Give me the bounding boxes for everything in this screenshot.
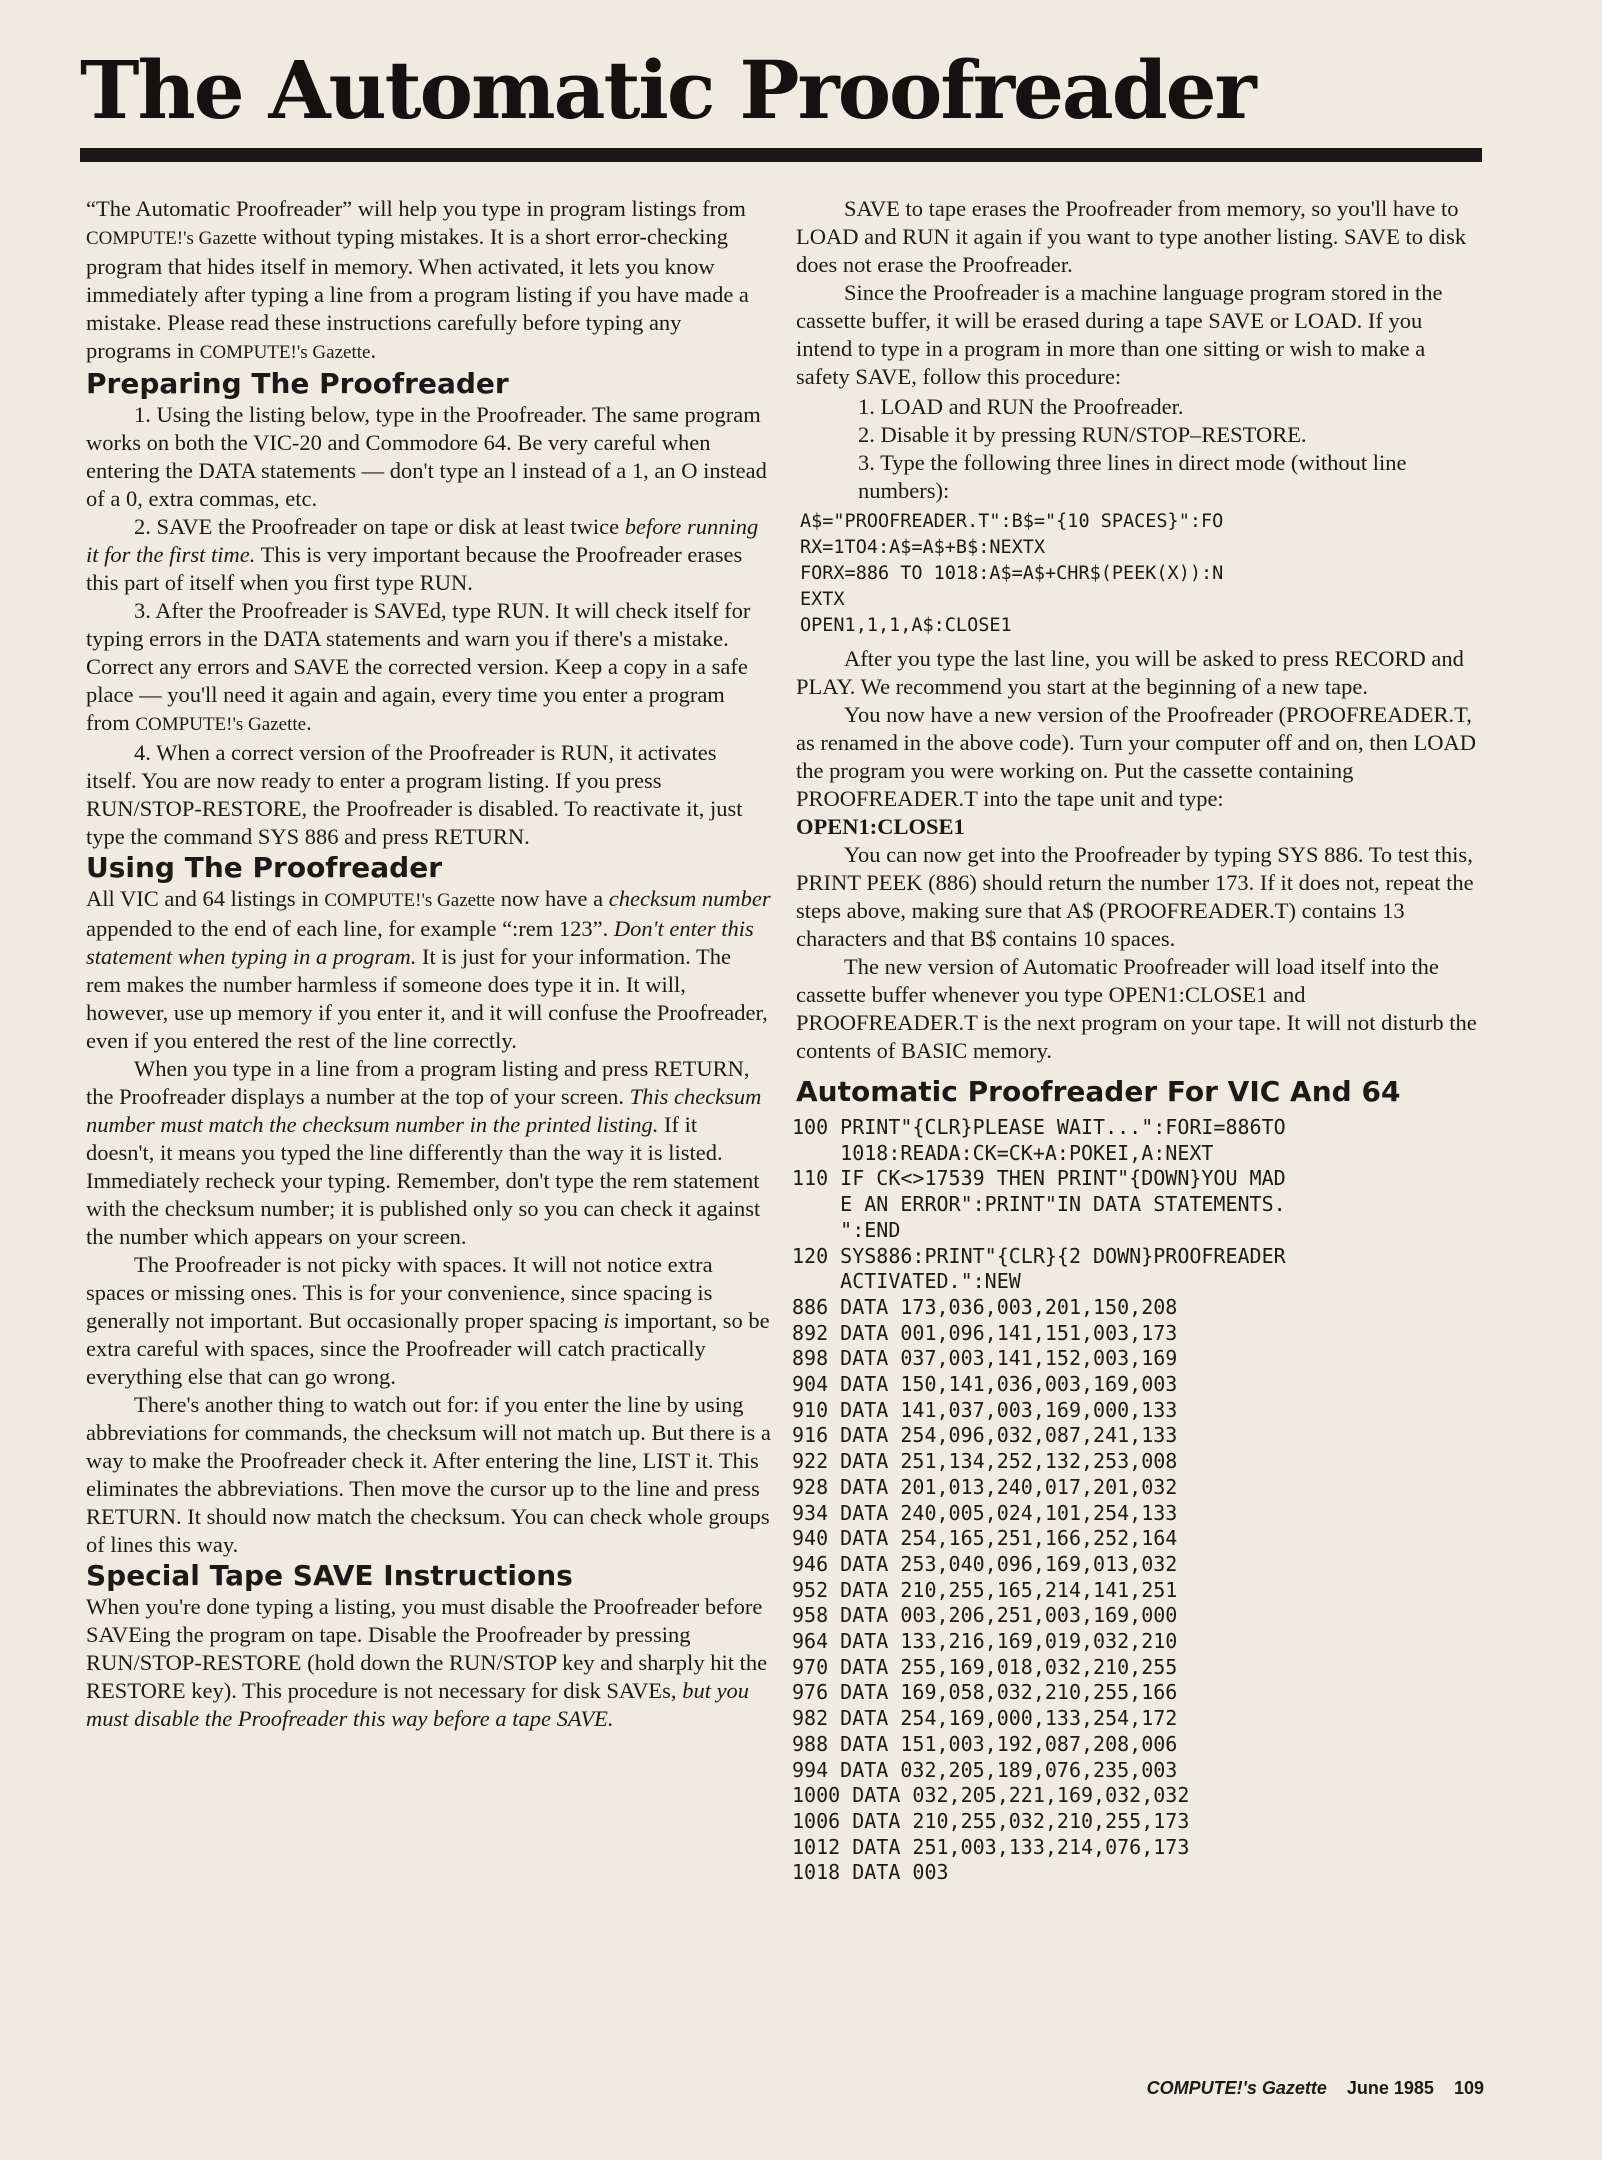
special-paragraph-1: When you're done typing a listing, you must disable the Proofreader before SAVEing the program on tape. Disable the Proofreader by pressing RUN/STOP-RESTORE (hold down the RUN/STOP key and sharply hit the RESTORE key). This procedure is not necessary for disk SAVEs, but you must disable the Proofreader this way before a tape SAVE. [86, 1594, 768, 1731]
using-paragraph-3: The Proofreader is not picky with spaces. It will not notice extra spaces or missing ones. This is for your convenience, since spacing is generally not important. But occasionally proper spacing is important, so be extra careful with spaces, since the Proofreader will catch practically everything else that can go wrong. [86, 1252, 770, 1389]
using-paragraph-4: There's another thing to watch out for: if you enter the line by using abbreviations for commands, the checksum will not match up. But there is a way to make the Proofreader check it. After entering the line, LIST it. This eliminates the abbreviations. Then move the cursor up to the line and press RETURN. It should now match the checksum. You can check whole groups of lines this way. [86, 1392, 771, 1557]
left-column [86, 195, 771, 1733]
special-paragraph-6: You can now get into the Proofreader by typing SYS 886. To test this, PRINT PEEK (886) should return the number 173. If it does not, repeat the steps above, making sure that A$ (PROOFREADER.T) contains 13 characters and that B$ contains 10 spaces. [796, 842, 1474, 951]
program-listing: 100 PRINT"{CLR}PLEASE WAIT...":FORI=886TO 1018:READA:CK=CK+A:POKEI,A:NEXT 110 IF CK<>17539 THEN PRINT"{DOWN}YOU MAD E AN ERROR":PRINT"IN DATA STATEMENTS. ":END 120 SYS886:PRINT"{CLR}{2 DOWN}PROOFREADER ACTIVATED.":NEW 886 DATA 173,036,003,201,150,208 892 DATA 001,096,141,151,003,173 898 DATA 037,003,141,152,003,169 904 DATA 150,141,036,003,169,003 910 DATA 141,037,003,169,000,133 916 DATA 254,096,032,087,241,133 922 DATA 251,134,252,132,253,008 928 DATA 201,013,240,017,201,032 934 DATA 240,005,024,101,254,133 940 DATA 254,165,251,166,252,164 946 DATA 253,040,096,169,013,032 952 DATA 210,255,165,214,141,251 958 DATA 003,206,251,003,169,000 964 DATA 133,216,169,019,032,210 970 DATA 255,169,018,032,210,255 976 DATA 169,058,032,210,255,166 982 DATA 254,169,000,133,254,172 988 DATA 151,003,192,087,208,006 994 DATA 032,205,189,076,235,003 1000 DATA 032,205,221,169,032,032 1006 DATA 210,255,032,210,255,173 1012 DATA 251,003,133,214,076,173 1018 DATA 003 [792, 1115, 1286, 1885]
using-heading: Using The Proofreader [86, 851, 443, 884]
preparing-step-4: 4. When a correct version of the Proofreader is RUN, it activates itself. You are now ready to enter a program listing. If you press RUN/STOP-RESTORE, the Proofreader is disabled. To reactivate it, just type the command SYS 886 and press RETURN. [86, 740, 743, 849]
intro-paragraph: “The Automatic Proofreader” will help you type in program listings from COMPUTE!'s Gazette without typing mistakes. It is a short error-checking program that hides itself in memory. When activated, it lets you know immediately after typing a line from a program listing if you have made a mistake. Please read these instructions carefully before typing any programs in COMPUTE!'s Gazette. [86, 196, 749, 363]
footer-magazine: COMPUTE!'s Gazette [1146, 2078, 1327, 2098]
right-column [792, 195, 1482, 1886]
special-paragraph-3: Since the Proofreader is a machine language program stored in the cassette buffer, it will be erased during a tape SAVE or LOAD. If you intend to type in a program in more than one sitting or wish to make a safety SAVE, follow this procedure: [796, 280, 1443, 389]
special-paragraph-7: The new version of Automatic Proofreader will load itself into the cassette buffer whenever you type OPEN1:CLOSE1 and PROOFREADER.T is the next program on your tape. It will not disturb the contents of BASIC memory. [796, 954, 1477, 1063]
title-rule [80, 148, 1482, 162]
using-paragraph-1: All VIC and 64 listings in COMPUTE!'s Gazette now have a checksum number appended to the end of each line, for example “:rem 123”. Don't enter this statement when typing in a program. It is just for your information. The rem makes the number harmless if someone does type it in. It will, however, use up memory if you enter it, and it will confuse the Proofreader, even if you entered the rest of the line correctly. [86, 886, 771, 1053]
preparing-step-1: 1. Using the listing below, type in the Proofreader. The same program works on both the VIC-20 and Commodore 64. Be very careful when entering the DATA statements — don't type an l instead of a 1, an O instead of a 0, extra commas, etc. [86, 402, 767, 511]
page-footer [1147, 2078, 1484, 2099]
footer-date: June 1985 [1346, 2078, 1434, 2098]
procedure-steps [858, 393, 1482, 505]
open-close-command: OPEN1:CLOSE1 [796, 814, 965, 839]
preparing-heading: Preparing The Proofreader [86, 367, 509, 400]
direct-mode-code: A$="PROOFREADER.T":B$="{10 SPACES}":FO RX=1TO4:A$=A$+B$:NEXTX FORX=886 TO 1018:A$=A$+CHR$(PEEK(X)):N EXTX OPEN1,1,1,A$:CLOSE1 [800, 511, 1224, 636]
procedure-step: 1. LOAD and RUN the Proofreader. [858, 394, 1184, 419]
special-paragraph-4: After you type the last line, you will be asked to press RECORD and PLAY. We recommend you start at the beginning of a new tape. [796, 646, 1464, 699]
page-number: 109 [1453, 2078, 1484, 2098]
procedure-step: 2. Disable it by pressing RUN/STOP–RESTORE. [858, 422, 1307, 447]
special-heading: Special Tape SAVE Instructions [86, 1559, 573, 1592]
preparing-step-2: 2. SAVE the Proofreader on tape or disk at least twice before running it for the first time. This is very important because the Proofreader erases this part of itself when you first type RUN. [86, 514, 759, 595]
page-title: The Automatic Proofreader [80, 43, 1255, 137]
using-paragraph-2: When you type in a line from a program listing and press RETURN, the Proofreader displays a number at the top of your screen. This checksum number must match the checksum number in the printed listing. If it doesn't, it means you typed the line differently than the way it is listed. Immediately recheck your typing. Remember, don't type the rem statement with the checksum number; it is published only so you can check it against the number which appears on your screen. [86, 1056, 762, 1249]
special-paragraph-2: SAVE to tape erases the Proofreader from memory, so you'll have to LOAD and RUN it again if you want to type another listing. SAVE to disk does not erase the Proofreader. [796, 196, 1467, 277]
procedure-step: 3. Type the following three lines in direct mode (without line numbers): [858, 450, 1407, 503]
preparing-step-3: 3. After the Proofreader is SAVEd, type RUN. It will check itself for typing errors in the DATA statements and warn you if there's a mistake. Correct any errors and SAVE the corrected version. Keep a copy in a safe place — you'll need it again and again, every time you enter a program from COMPUTE!'s Gazette. [86, 598, 751, 735]
listing-heading: Automatic Proofreader For VIC And 64 [796, 1075, 1401, 1108]
special-paragraph-5: You now have a new version of the Proofreader (PROOFREADER.T, as renamed in the above code). Turn your computer off and on, then LOAD the program you were working on. Put the cassette containing PROOFREADER.T into the tape unit and type: [796, 702, 1477, 811]
